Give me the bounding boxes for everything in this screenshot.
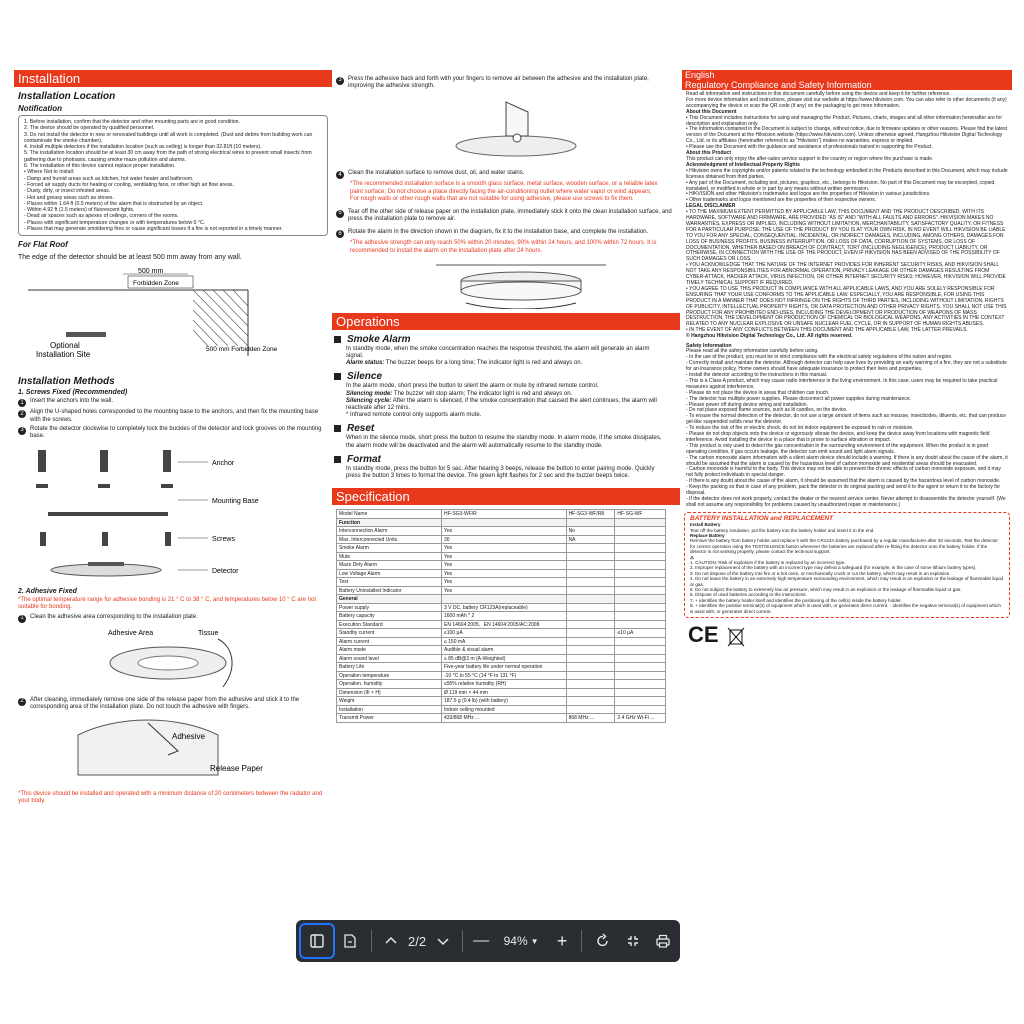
spec-cell: No xyxy=(566,527,615,536)
forbidden-zone-diagram xyxy=(18,266,318,366)
spec-cell: Interconnection Alarm xyxy=(337,527,442,536)
sidebar-icon xyxy=(309,933,325,949)
spec-cell xyxy=(566,595,615,604)
anchor-label: Anchor xyxy=(212,460,235,468)
spec-cell: Battery Life xyxy=(337,663,442,672)
notification-item: - Forced air supply ducts for heating or cooling, ventilating fans, or other high air flow areas. xyxy=(24,181,234,188)
safety-item: - Do not place exposed flame sources, such as lit candles, on the device. xyxy=(686,407,848,414)
format-title: Format xyxy=(334,454,680,465)
spec-cell: Function xyxy=(337,518,442,527)
spec-cell: 868 MHz ... xyxy=(566,714,615,723)
spec-cell xyxy=(615,518,666,527)
regulatory-paragraph: • IN THE EVENT OF ANY CONFLICTS BETWEEN THIS DOCUMENT AND THE APPLICABLE LAW, THE LATTER PREVAILS. xyxy=(686,327,968,334)
spec-cell xyxy=(566,680,615,689)
spec-row xyxy=(337,697,666,706)
adhesive-step-2: 2 After cleaning, immediately remove one side of the release paper from the adhesive and stick it to the corresponding area of the installation plate. Do not touch the adhesive with fingers. xyxy=(18,697,328,711)
flat-roof-text: The edge of the detector should be at least 500 mm away from any wall. xyxy=(18,254,242,262)
safety-info-title: Safety Information xyxy=(686,343,732,350)
safety-item: - Carbon monoxide is harmful to the body. This device may not be able to prevent the chronic effects of carbon monoxide exposure, and it may not fully protect individuals in special danger. xyxy=(686,466,1001,479)
spec-cell xyxy=(615,612,666,621)
radiator-distance-note: *This device should be installed and operated with a minimum distance of 20 centimeters between the radiator and your body. xyxy=(18,790,323,805)
silence-mode: Silencing mode: The buzzer will stop alarm; The indicator light is red and always on. xyxy=(346,390,573,397)
spec-cell: Transmit Power xyxy=(337,714,442,723)
spec-cell: Yes xyxy=(442,569,567,578)
spec-cell xyxy=(566,518,615,527)
spec-cell xyxy=(615,586,666,595)
fig-500mm-label: 500 mm xyxy=(138,268,164,276)
spec-row xyxy=(337,637,666,646)
fig-forbidden-zone-label: Forbidden Zone xyxy=(133,280,179,288)
spec-row xyxy=(337,646,666,655)
spec-cell xyxy=(615,527,666,536)
regulatory-paragraph: LEGAL DISCLAIMER xyxy=(686,203,736,210)
spec-cell xyxy=(615,552,666,561)
safety-item: - Please do not drop objects onto the device or vigorously vibrate the device, and keep the device away from locations with magnetic field interference. Avoid installing the device in a place that is prone to surface vibration or impact. xyxy=(686,431,990,443)
regulatory-paragraph: For more device information and instructions, please visit our website at https://www.hikvision.com. You can also refer to other documents (if any) accompanying the device or scan the QR code (if any) on the packaging to get more information. xyxy=(686,96,1007,109)
spec-cell: EN 14604:2005、EN 14604:2005/AC:2008 xyxy=(442,620,567,629)
safety-item: - The detector has multiple power supplies. Please disconnect all power supplies during maintenance. xyxy=(686,395,912,402)
weee-bin-icon xyxy=(727,626,745,648)
spec-cell xyxy=(566,620,615,629)
spec-cell: 30 xyxy=(442,535,567,544)
safety-item: - Keep the packing so that in case of any problem, pack the detector in its original packing and send it to the agent or return it to the factory for disposal. xyxy=(686,484,1001,497)
spec-cell: Yes xyxy=(442,552,567,561)
reset-text: When in the silence mode, short press the button to resume the standby mode. In alarm mode, if the smoke dissipates, the alarm mode will be deactivated and the alarm will automatically resume to the standby mode. xyxy=(346,435,662,449)
spec-row xyxy=(337,527,666,536)
annotate-button[interactable] xyxy=(335,920,365,962)
spec-cell: Battery Uninstalled Indicator xyxy=(337,586,442,595)
spec-cell xyxy=(566,697,615,706)
tissue-illustration xyxy=(18,627,318,693)
spec-cell xyxy=(566,663,615,672)
fig-optional-site-1: Optional xyxy=(50,341,80,351)
fit-page-button[interactable] xyxy=(618,920,648,962)
smoke-alarm-status: Alarm status: The buzzer beeps for a long time; The indicator light is red and always on. xyxy=(346,360,583,367)
battery-item: Install Battery xyxy=(690,522,721,528)
reset-title: Reset xyxy=(334,423,680,434)
spec-row xyxy=(337,629,666,638)
spec-row xyxy=(337,552,666,561)
regulatory-paragraph: • TO THE MAXIMUM EXTENT PERMITTED BY APPLICABLE LAW, THIS DOCUMENT AND THE PRODUCT DESCRIBED, WITH ITS HARDWARE, SOFTWARE AND FIRMWARE, ARE PROVIDED "AS IS" AND "WITH ALL FAULTS AND ERRORS". HIKVISION MAKES NO WARRANTIES, EXPRESS OR IMPLIED, INCLUDING WITHOUT LIMITATION, MERCHANTABILITY, SATISFACTORY QUALITY, OR FITNESS FOR A PARTICULAR PURPOSE. THE USE OF THE PRODUCT BY YOU IS AT YOUR OWN RISK. IN NO EVENT WILL HIKVISION BE LIABLE TO YOU FOR ANY SPECIAL, CONSEQUENTIAL, INCIDENTAL, OR INDIRECT DAMAGES, INCLUDING, AMONG OTHERS, DAMAGES FOR LOSS OF BUSINESS PROFITS, BUSINESS INTERRUPTION, OR LOSS OF DATA, CORRUPTION OF SYSTEMS, OR LOSS OF DOCUMENTATION, WHETHER BASED ON BREACH OF CONTRACT, TORT (INCLUDING NEGLIGENCE), PRODUCT LIABILITY, OR OTHERWISE, IN CONNECTION WITH THE USE OF THE PRODUCT, EVEN IF HIKVISION HAS BEEN ADVISED OF THE POSSIBILITY OF SUCH DAMAGES OR LOSS. xyxy=(686,209,1006,263)
silence-title: Silence xyxy=(334,371,680,382)
spec-cell xyxy=(566,586,615,595)
spec-cell: Weight xyxy=(337,697,442,706)
adhesive-fixed-title: 2. Adhesive Fixed xyxy=(18,588,77,596)
regulatory-paragraph: • Please use the Document with the guidance and assistance of professionals trained in supporting the Product. xyxy=(686,144,933,151)
spec-cell xyxy=(615,595,666,604)
spec-row xyxy=(337,595,666,604)
rotate-icon xyxy=(595,933,611,949)
printer-icon xyxy=(655,933,671,949)
regulatory-paragraph: Acknowledgment of Intellectual Property Rights xyxy=(686,161,800,168)
zoom-level: 94% xyxy=(503,934,528,948)
spec-cell: Alarm mode xyxy=(337,646,442,655)
next-page-button[interactable] xyxy=(430,920,456,962)
spec-cell: Yes xyxy=(442,561,567,570)
screws-fixed-title: 1. Screws Fixed (Recommended) xyxy=(18,389,128,397)
document-edit-icon xyxy=(342,933,358,949)
notification-box xyxy=(18,115,328,236)
toolbar-divider-2 xyxy=(462,930,463,952)
spec-cell xyxy=(615,654,666,663)
battery-item: 5. Do not subject the battery to extremely low air pressure, which may result in an explosion or the leakage of flammable liquid or gas. xyxy=(690,587,962,592)
adhesive-strength-note: *The adhesive strength can only reach 50% within 20 minutes, 90% within 24 hours, and 100% within 72 hours. It is recommended to install the alarm on the installation plate after 24 hours. xyxy=(350,240,657,254)
spec-cell xyxy=(615,663,666,672)
installation-location-title: Installation Location xyxy=(18,91,116,102)
spec-cell xyxy=(566,561,615,570)
battery-item: 7. + identifies the battery holder itself and identifies the positioning of the cell(s) inside the battery holder. xyxy=(690,597,902,603)
spec-cell: Operation temperature xyxy=(337,671,442,680)
spec-header-cell: HF-SG3-WF/R8 xyxy=(566,510,615,519)
regulatory-paragraph: • HIKVISION and other Hikvision's trademarks and logos are the properties of Hikvision in various jurisdictions. xyxy=(686,191,931,198)
spec-cell xyxy=(615,671,666,680)
spec-cell xyxy=(615,680,666,689)
spec-cell xyxy=(615,620,666,629)
notification-item: - Places within 1.64 ft (0.5 meters) of the alarm that is obstructed by an object. xyxy=(24,200,204,207)
spec-cell: Dimension (Φ × H) xyxy=(337,688,442,697)
notification-item: - Dusty, dirty, or insect infested areas. xyxy=(24,188,111,195)
regulatory-paragraph: About this Document xyxy=(686,108,737,115)
spec-cell: Low Voltage Alarm xyxy=(337,569,442,578)
spec-cell: Yes xyxy=(442,527,567,536)
release-paper-illustration xyxy=(18,715,318,787)
chevron-up-icon xyxy=(384,934,398,948)
regulatory-paragraph: This product can only enjoy the after-sales service support in the country or region where the purchase is made. xyxy=(686,155,934,162)
spec-header-cell: HF-SG-WF xyxy=(615,510,666,519)
spec-cell xyxy=(566,569,615,578)
spec-header-cell: Model Name xyxy=(337,510,442,519)
page-current[interactable]: 2 xyxy=(408,933,416,949)
release-paper-diagram xyxy=(18,715,328,787)
notification-item: 3. Do not install the detector in new or renovated buildings until all work is completed. (Dust and debris from building work can contaminate the smoke chamber). xyxy=(24,131,313,144)
spec-cell xyxy=(566,612,615,621)
regulatory-text xyxy=(686,92,1008,340)
spec-row xyxy=(337,620,666,629)
spec-cell: Maze Dirty Alarm xyxy=(337,561,442,570)
regulatory-paragraph: • YOU ACKNOWLEDGE THAT THE NATURE OF THE INTERNET PROVIDES FOR INHERENT SECURITY RISKS, AND HIKVISION SHALL NOT TAKE ANY RESPONSIBILITIES FOR ABNORMAL OPERATION, PRIVACY LEAKAGE OR OTHER DAMAGES RESULTING FROM CYBER-ATTACK, HACKER ATTACK, VIRUS INFECTION, OR OTHER INTERNET SECURITY RISKS; HOWEVER, HIKVISION WILL PROVIDE TIMELY TECHNICAL SUPPORT IF REQUIRED. xyxy=(686,262,1006,286)
spec-cell: Five-year battery life under normal operation xyxy=(442,663,567,672)
silence-text: In the alarm mode, short press the button to silent the alarm or mute by infrared remote control. xyxy=(346,383,599,390)
spec-header-cell: HF-SG3-WF/R xyxy=(442,510,567,519)
safety-item: - Install the detector according to the instructions in this manual. xyxy=(686,371,828,378)
safety-item: - The carbon monoxide alarm information with a silent alarm device should include a warning. If there is any doubt about the cause of the alarm, it should be assumed that the alarm is caused by the hazardous level of carbon monoxide and residential areas should be evacuated. xyxy=(686,454,1008,467)
safety-item: - To reduce the risk of fire or electric shock, do not let indoor equipment be exposed to rain or moisture. xyxy=(686,425,914,432)
spec-cell xyxy=(566,552,615,561)
spec-cell xyxy=(442,518,567,527)
regulatory-column xyxy=(682,70,1012,652)
spec-cell: 1600 mAh * 2 xyxy=(442,612,567,621)
spec-cell: Ø 119 mm × 44 mm xyxy=(442,688,567,697)
sidebar-toggle-button[interactable] xyxy=(299,923,335,959)
spec-cell xyxy=(566,654,615,663)
zoom-out-button[interactable] xyxy=(469,920,493,962)
finger-press-illustration xyxy=(336,94,676,166)
pdf-viewer-toolbar xyxy=(296,920,680,962)
spec-row xyxy=(337,518,666,527)
spec-cell: Power supply xyxy=(337,603,442,612)
adhesive-step-4: 4 Clean the installation surface to remove dust, oil, and water stains. xyxy=(336,170,676,179)
spec-cell: Mute xyxy=(337,552,442,561)
spec-cell: Max. Interconnected Units xyxy=(337,535,442,544)
adhesive-area-label: Adhesive Area xyxy=(108,629,154,637)
notification-item: 4. Install multiple detectors if the installation location (such as ceiling) is longer than 32.81ft (10 meters). xyxy=(24,144,262,151)
ce-mark-icon: CE xyxy=(688,622,719,648)
spec-cell xyxy=(615,544,666,553)
adhesive-label: Adhesive xyxy=(172,731,205,741)
spec-cell xyxy=(615,603,666,612)
battery-item: 2. Improper replacement of the battery with an incorrect type may defeat a safeguard (for example, in the case of some lithium battery types). xyxy=(690,565,977,571)
ceiling-rotate-illustration xyxy=(336,259,676,309)
battery-item: 3. Do not dispose of the battery into fire or a hot oven, or mechanically crush or cut the battery, which may result in an explosion. xyxy=(690,570,951,576)
release-paper-label: Release Paper xyxy=(210,763,263,773)
spec-cell xyxy=(615,705,666,714)
regulatory-paragraph: • The information contained in the Document is subject to change, without notice, due to firmware updates or other reasons. Please find the latest version of the Document at the Hikvision website (https://www.hikvision.com). Unless otherwise agreed, Hangzhou Hikvision Digital Technology Co., Ltd. or its affiliates (hereinafter referred to as "Hikvision") makes no warranties, express or implied. xyxy=(686,126,1008,145)
notification-item: - Places with significant temperature changes or with temperatures below 0 °C. xyxy=(24,219,206,226)
specification-table xyxy=(336,509,666,723)
toolbar-divider-3 xyxy=(581,930,582,952)
notification-item: 2. The device should be operated by qualified personnel. xyxy=(24,125,155,132)
spec-cell: Installation xyxy=(337,705,442,714)
spec-cell: Execution Standard xyxy=(337,620,442,629)
spec-cell: General xyxy=(337,595,442,604)
screw-mount-illustration xyxy=(18,444,318,584)
spec-cell xyxy=(566,629,615,638)
spec-row xyxy=(337,705,666,714)
fig-optional-site-2: Installation Site xyxy=(36,350,91,360)
safety-item: - To ensure the normal detection of the detector, do not use a large amount of items such as mousse, insecticides, diluents, etc. that can produce gel-like suspended solids near the detector. xyxy=(686,413,1007,426)
page-separator: / xyxy=(415,933,419,949)
safety-item: - Correctly install and maintain the detector. Although detector can help save lives by providing an early warning of a fire, they are not a substitute for an insurance policy. Home owners should have adequate insurance to protect their lives and properties. xyxy=(686,360,1007,373)
spec-row xyxy=(337,688,666,697)
spec-cell: -10 °C to 55 °C (14 °F to 131 °F) xyxy=(442,671,567,680)
battery-item: 6. Dispose of used batteries according to the instructions. xyxy=(690,592,807,598)
spec-cell xyxy=(615,569,666,578)
spec-cell: Audible & visual alarm xyxy=(442,646,567,655)
safety-item: - If there is any doubt about the cause of the alarm, it should be assumed that the alarm is caused by the hazardous level of carbon monoxide. xyxy=(686,478,1001,485)
spec-row xyxy=(337,612,666,621)
spec-row xyxy=(337,654,666,663)
battery-item: 4. Do not leave the battery in an extremely high temperature surrounding environment, which may result in an explosion or the leakage of flammable liquid or gas. xyxy=(690,576,1004,587)
spec-cell: Yes xyxy=(442,586,567,595)
battery-section xyxy=(684,512,1010,618)
spec-row xyxy=(337,714,666,723)
safety-item: - Please power off during device wiring and installation. xyxy=(686,401,808,408)
spec-cell xyxy=(615,578,666,587)
spec-cell: Standby current xyxy=(337,629,442,638)
notification-item: - Dead air spaces such as apexes of ceilings, corners of the rooms. xyxy=(24,213,179,220)
safety-info-list xyxy=(686,349,1008,508)
tissue-label: Tissue xyxy=(198,629,219,637)
print-button[interactable] xyxy=(648,920,678,962)
detector-label: Detector xyxy=(212,568,239,576)
operations-header: Operations xyxy=(332,313,680,330)
spec-cell: Smoke Alarm xyxy=(337,544,442,553)
battery-item: 8. + identifies the positive terminal(s) of equipment which is used with, or generates direct current. - identifies the negative terminal(s) of equipment which is used with, or generates direct current. xyxy=(690,603,1001,614)
adhesive-step-1: 1 Clean the adhesive area corresponding to the installation plate. xyxy=(18,614,328,623)
spec-cell: Alarm sound level xyxy=(337,654,442,663)
rotate-alarm-diagram xyxy=(336,259,676,309)
zoom-out-icon: — xyxy=(473,932,490,949)
spec-cell: 3 V DC, battery CR123A(replaceable) xyxy=(442,603,567,612)
press-adhesive-diagram xyxy=(336,94,676,166)
regulatory-paragraph: • Hikvision owns the copyrights and/or patents related to the technology embodied in the Products described in this Document, which may include licenses obtained from third parties. xyxy=(686,167,1008,180)
battery-item: Tear off the battery insulation, put the battery into the battery holder and insert it to the end. xyxy=(690,527,875,533)
spec-cell xyxy=(615,646,666,655)
notification-item: - Places that may generate smoldering fires or cause significant losses if a fire is not reported in a timely manner. xyxy=(24,226,283,233)
spec-row xyxy=(337,569,666,578)
adhesive-clean-diagram xyxy=(18,627,328,693)
chevron-down-icon xyxy=(436,934,450,948)
regulatory-paragraph: © Hangzhou Hikvision Digital Technology Co., Ltd. All rights reserved. xyxy=(686,333,853,340)
middle-column xyxy=(332,70,680,725)
screw-mount-diagram xyxy=(18,444,328,584)
flat-roof-title: For Flat Roof xyxy=(18,240,68,250)
spec-cell xyxy=(566,603,615,612)
safety-item: Please read all the safety information carefully before using. xyxy=(686,348,819,355)
spec-row xyxy=(337,535,666,544)
battery-item: Replace Battery xyxy=(690,532,725,538)
spec-cell: Battery capacity xyxy=(337,612,442,621)
notification-title: Notification xyxy=(18,104,62,113)
spec-cell xyxy=(442,595,567,604)
spec-cell: ≤10 μA xyxy=(615,629,666,638)
adhesive-step-5: 5 Tear off the other side of release paper on the installation plate, immediately stick it onto the clean installation surface, and press the installation plate to remove air. xyxy=(336,209,676,223)
adhesive-step-6: 6 Rotate the alarm in the direction shown in the diagram, fix it to the installation base, and complete the installation. xyxy=(336,229,676,238)
notification-item: • Where Not to Install: xyxy=(24,169,75,176)
flat-roof-diagram xyxy=(18,266,328,366)
notification-item: 1. Before installation, confirm that the detector and other mounting parts are in good condition. xyxy=(24,119,240,125)
spec-header-row xyxy=(337,510,666,519)
zoom-in-icon: + xyxy=(556,930,568,951)
battery-item: ⚠ xyxy=(690,554,695,560)
spec-cell xyxy=(615,535,666,544)
toolbar-divider xyxy=(371,930,372,952)
safety-item: - If the detector does not work properly, contact the dealer or the nearest service center. Never attempt to disassemble the detector yourself. (We shall not assume any responsibility for problems caused by unauthorized repair or maintenance.) xyxy=(686,496,1006,508)
screw-step-3: 3 Rotate the detector clockwise to completely lock the buckles of the detector and lock grooves on the mounting base. xyxy=(18,426,328,440)
safety-item: - In the use of the product, you must be in strict compliance with the electrical safety regulations of the nation and region. xyxy=(686,354,953,361)
spec-cell xyxy=(566,688,615,697)
spec-cell xyxy=(566,637,615,646)
regulatory-paragraph: • This Document includes instructions for using and managing the Product. Pictures, charts, images and all other information hereinafter are for description and explanation only. xyxy=(686,114,1002,127)
spec-row xyxy=(337,680,666,689)
spec-cell xyxy=(566,705,615,714)
spec-cell: Alarm current xyxy=(337,637,442,646)
screw-step-2: 2 Align the U-shaped holes corresponded to the mounting base to the anchors, and then fix the mounting base with the screws. xyxy=(18,409,328,423)
spec-cell: NA xyxy=(566,535,615,544)
spec-cell xyxy=(566,646,615,655)
battery-item: Remove the battery from battery holder and replace it with the CR123A battery purchased by a regular manufacturer after 30 seconds. Test the detector for correct operation using the TEST/SILENCE button whenever the batteries are replaced after re-fitting the detector onto the battery holder. If the detector is not working properly, please contact the technical support. xyxy=(690,538,998,555)
spec-cell xyxy=(566,544,615,553)
cert-marks xyxy=(688,622,1006,648)
page-total: 2 xyxy=(418,933,427,949)
regulatory-paragraph: • YOU AGREE TO USE THIS PRODUCT IN COMPLIANCE WITH ALL APPLICABLE LAWS, AND YOU ARE SOLELY RESPONSIBLE FOR ENSURING THAT YOUR USE CONFORMS TO THE APPLICABLE LAW. ESPECIALLY, YOU ARE RESPONSIBLE, FOR USING THIS PRODUCT IN A MANNER THAT DOES NOT INFRINGE ON THE RIGHTS OF THIRD PARTIES, INCLUDING WITHOUT LIMITATION, RIGHTS OF PUBLICITY, INTELLECTUAL PROPERTY RIGHTS, OR DATA PROTECTION AND OTHER PRIVACY RIGHTS. YOU SHALL NOT USE THIS PRODUCT FOR ANY PROHIBITED END-USES, INCLUDING THE DEVELOPMENT OR PRODUCTION OF WEAPONS OF MASS DESTRUCTION, THE DEVELOPMENT OR PRODUCTION OF CHEMICAL OR BIOLOGICAL WEAPONS, ANY ACTIVITIES IN THE CONTEXT RELATED TO ANY NUCLEAR EXPLOSIVE OR UNSAFE NUCLEAR FUEL CYCLE, OR IN SUPPORT OF HUMAN RIGHTS ABUSES. xyxy=(686,285,1007,328)
zoom-in-button[interactable] xyxy=(549,920,575,962)
screw-step-1: 1 Insert the anchors into the wall. xyxy=(18,398,328,407)
safety-item: - Please do not place the device in areas that children can touch. xyxy=(686,389,830,396)
spec-cell xyxy=(566,578,615,587)
spec-cell: ≤95% relative humidity (RH) xyxy=(442,680,567,689)
installation-methods-title: Installation Methods xyxy=(18,376,115,388)
spec-row xyxy=(337,671,666,680)
installation-header: Installation xyxy=(14,70,332,87)
spec-cell: Yes xyxy=(442,578,567,587)
battery-title: BATTERY INSTALLATION and REPLACEMENT xyxy=(690,514,834,522)
adhesive-step-3: 3 Press the adhesive back and forth with your fingers to remove air between the adhesive and the installation plate, improving the adhesive strength. xyxy=(336,76,676,90)
regulatory-paragraph: • Any part of the Document, including text, pictures, graphics, etc., belongs to Hikvision. No part of this Document may be excerpted, copied, translated, or modified in whole or in part by any means without written permission. xyxy=(686,179,996,192)
safety-item: - This is a Class A product, which may cause radio interference in the living environment. In this case, users may be required to take practical measures against interference. xyxy=(686,377,998,390)
mounting-base-label: Mounting Base xyxy=(212,498,259,506)
smoke-alarm-text: In standby mode, when the smoke concentration reaches the response threshold, the alarm will generate an alarm signal. xyxy=(346,345,650,360)
notification-item: - Within 4.92 ft (1.5 meters) of fluorescent lights. xyxy=(24,207,135,214)
spec-cell: ≤100 μA xyxy=(442,629,567,638)
spec-cell xyxy=(615,697,666,706)
format-text: In standby mode, press the button for 5 sec. After hearing 3 beeps, release the button to enter pairing mode. Quickly press the button 3 times to format the device. The green light flashes for 2 sec and the buzzer beeps twice. xyxy=(346,465,655,480)
safety-item: - This product is only used to detect the gas concentration in the surrounding environment of the equipment. When the product is in good operating condition, if gas occurs leakage, the detector can emit sound and light alarm signals. xyxy=(686,442,989,455)
spec-row xyxy=(337,586,666,595)
rotate-button[interactable] xyxy=(588,920,618,962)
spec-row xyxy=(337,561,666,570)
spec-cell: ≥ 85 dB@3 m (A-Weighted) xyxy=(442,654,567,663)
silence-note: * Infrared remote control only supports alarm mute. xyxy=(346,412,482,419)
battery-text xyxy=(690,522,1004,614)
spec-cell xyxy=(615,561,666,570)
spec-row xyxy=(337,603,666,612)
notification-item: - Damp and humid areas such as kitchen, hot water heater and bathroom. xyxy=(24,175,194,182)
notification-item: - Hot and greasy areas such as stoves. xyxy=(24,194,114,201)
zoom-level-dropdown[interactable] xyxy=(493,920,549,962)
english-lang-header: English xyxy=(682,70,1012,80)
regulatory-title: Regulatory Compliance and Safety Information xyxy=(682,80,1012,90)
regulatory-paragraph: • Other trademarks and logos mentioned are the properties of their respective owners. xyxy=(686,197,877,204)
fit-to-page-icon xyxy=(625,933,641,949)
spec-cell: Indoor ceiling mounted xyxy=(442,705,567,714)
spec-cell: ≤ 150 mA xyxy=(442,637,567,646)
spec-cell: Yes xyxy=(442,544,567,553)
regulatory-paragraph: Read all information and instructions in this document carefully before using the device and keep it for further reference. xyxy=(686,91,951,97)
spec-cell xyxy=(615,637,666,646)
smoke-alarm-title: Smoke Alarm xyxy=(334,334,680,345)
notification-item: 5. The installation location should be at least 30 cm away from the path of strong electrical wires to prevent small insects from gathering due to photoaxis, causing smoke maze pollution and alarms. xyxy=(24,150,312,163)
specification-header: Specification xyxy=(332,488,680,505)
spec-row xyxy=(337,663,666,672)
spec-cell: Test xyxy=(337,578,442,587)
regulatory-paragraph: About this Product xyxy=(686,150,731,157)
screws-label: Screws xyxy=(212,536,235,544)
battery-item: 1. CAUTION: Risk of explosion if the battery is replaced by an incorrect type. xyxy=(690,559,846,565)
previous-page-button[interactable] xyxy=(378,920,404,962)
spec-cell xyxy=(615,688,666,697)
page-number-field[interactable] xyxy=(408,934,426,949)
fig-forbidden-500-label: 500 mm Forbidden Zone xyxy=(206,346,278,354)
spec-row xyxy=(337,544,666,553)
surface-note: *The recommended installation surface is a smooth glass surface, metal surface, wooden surface, or a reliable latex paint surface; Do not choose a place directly facing the air-conditioning outlet where water vapor or wind appears; For rough walls or other rough walls that are not suitable for using adhesive, please use screws to fix them. xyxy=(350,181,658,202)
spec-cell: 2.4 GHz Wi-Fi ... xyxy=(615,714,666,723)
adhesive-note: *The optimal temperature range for adhesive bonding is 21 ° C to 38 ° C, and temperatures below 10 ° C are not suitable for bonding. xyxy=(18,597,317,611)
spec-cell: 433/868 MHz ... xyxy=(442,714,567,723)
caret-down-icon: ▼ xyxy=(530,936,539,946)
silence-cycle: Silencing cycle: After the alarm is silenced, if the smoke concentration that caused the alert continues, the alarm will reactivate after 12 mins. xyxy=(346,397,657,412)
spec-cell xyxy=(566,671,615,680)
spec-cell: Operation. humidity xyxy=(337,680,442,689)
notification-item: 6. The installation of this device cannot replace proper installation. xyxy=(24,163,176,170)
spec-cell: 187.5 g (0.4 lb) (with battery) xyxy=(442,697,567,706)
spec-row xyxy=(337,578,666,587)
installation-column xyxy=(14,70,332,809)
